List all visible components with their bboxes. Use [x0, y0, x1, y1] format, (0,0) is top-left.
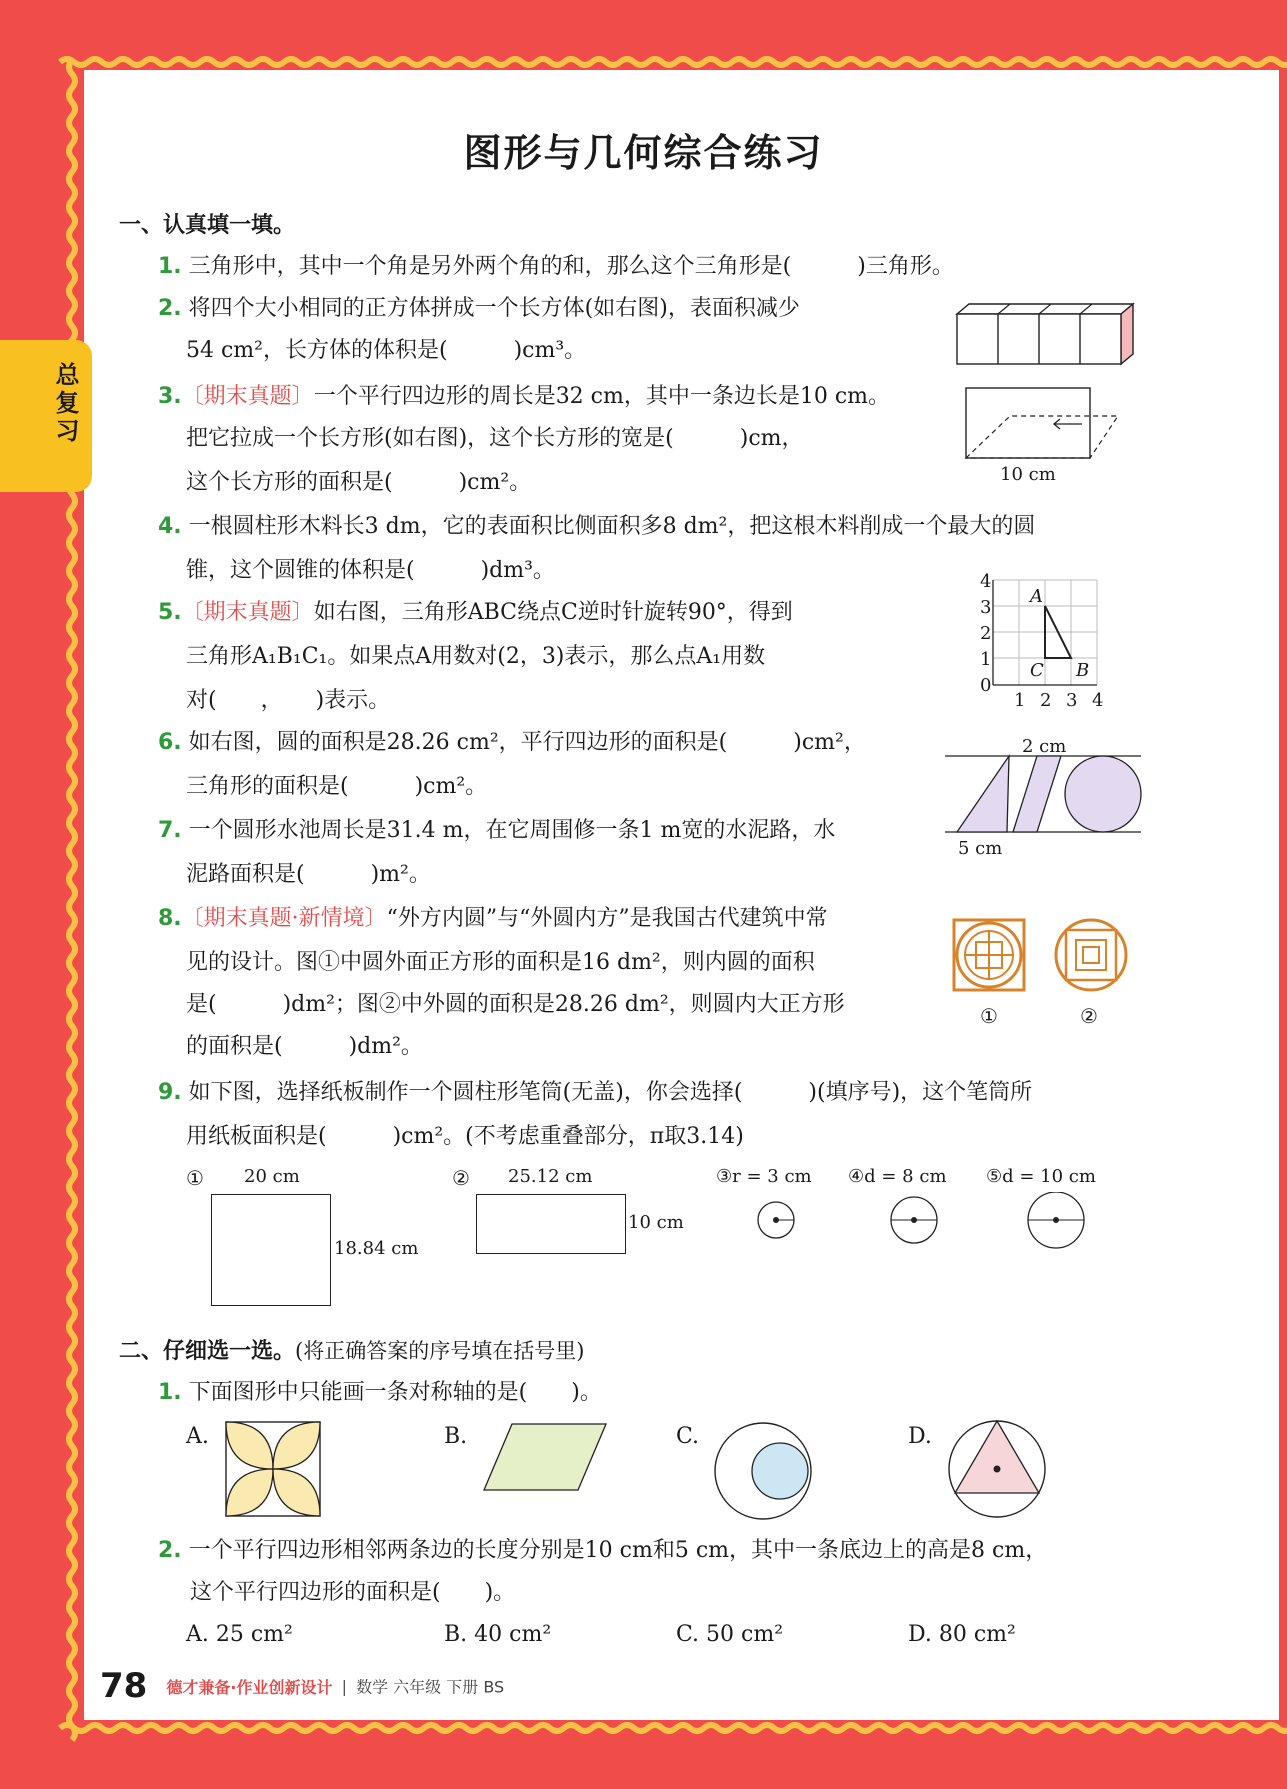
q5-point-b: B	[1076, 660, 1090, 681]
q8-text-1: “外方内圆”与“外圆内方”是我国古代建筑中常	[386, 906, 828, 931]
q9-circles-figure[interactable]	[750, 1192, 1090, 1256]
q3-line3: 这个长方形的面积是( )cm²。	[186, 470, 532, 495]
s2q2-line1	[158, 1536, 1047, 1566]
q3-line2: 把它拉成一个长方形(如右图)，这个长方形的宽是( )cm，	[186, 426, 804, 451]
q3-number: 3.	[158, 384, 182, 409]
s2q2-option-b[interactable]: B. 40 cm²	[444, 1622, 552, 1647]
s2q2-text-1: 一个平行四边形相邻两条边的长度分别是10 cm和5 cm，其中一条底边上的高是8 cm，	[188, 1538, 1048, 1563]
s2q1-option-a[interactable]: A.	[186, 1424, 209, 1449]
s2q2-option-a[interactable]: A. 25 cm²	[186, 1622, 293, 1647]
q2-line2: 54 cm²，长方体的体积是( )cm³。	[186, 338, 587, 363]
q9-opt2-rect[interactable]	[476, 1194, 626, 1254]
q9-opt5-label: ⑤d = 10 cm	[986, 1166, 1096, 1187]
section2-title: 二、仔细选一选。	[119, 1339, 296, 1364]
q4-text-1: 一根圆柱形木料长3 dm，它的表面积比侧面积多8 dm²，把这根木料削成一个最大的圆	[188, 514, 1036, 539]
section2-heading	[119, 1334, 584, 1365]
q7-line1	[158, 816, 835, 846]
s2q1-option-b[interactable]: B.	[444, 1424, 468, 1449]
s2q1-figure-c[interactable]	[712, 1420, 814, 1522]
s2q1-option-c[interactable]: C.	[676, 1424, 700, 1449]
q5-tag: 〔期末真题〕	[181, 600, 314, 625]
s2q1-figure-a[interactable]	[224, 1420, 324, 1518]
q6-line1	[158, 728, 866, 758]
q5-ytick: 3	[980, 597, 992, 618]
q7-text-1: 一个圆形水池周长是31.4 m，在它周围修一条1 m宽的水泥路，水	[188, 818, 836, 843]
q5-line3: 对( ， )表示。	[186, 688, 391, 713]
q7-line2: 泥路面积是( )m²。	[186, 862, 431, 887]
q5-xtick: 4	[1092, 690, 1104, 711]
q8-line2: 见的设计。图①中圆外面正方形的面积是16 dm²，则内圆的面积	[186, 950, 815, 975]
q1-number: 1.	[158, 254, 182, 279]
q5-xtick: 1	[1014, 690, 1026, 711]
q9-opt2-height: 10 cm	[628, 1212, 684, 1233]
s2q1-figure-d[interactable]	[946, 1418, 1048, 1520]
q9-text-1: 如下图，选择纸板制作一个圆柱形笔筒(无盖)，你会选择( )(填序号)，这个笔筒所	[188, 1080, 1033, 1105]
q3-rect-figure	[960, 386, 1120, 466]
q2-cuboid-figure	[955, 300, 1135, 368]
s2q2-line2: 这个平行四边形的面积是( )。	[190, 1580, 516, 1605]
footer-separator: |	[341, 1676, 347, 1696]
q5-text-1: 如右图，三角形ABC绕点C逆时针旋转90°，得到	[313, 600, 793, 625]
side-tab-label: 总复习	[51, 362, 79, 446]
q9-opt1-rect[interactable]	[211, 1194, 331, 1306]
footer	[100, 1666, 504, 1706]
q7-number: 7.	[158, 818, 182, 843]
q9-opt3-label: ③r = 3 cm	[716, 1166, 812, 1187]
s2q1-text: 下面图形中只能画一条对称轴的是( )。	[188, 1380, 602, 1405]
q9-opt1-height: 18.84 cm	[334, 1238, 419, 1259]
s2q1-figure-b[interactable]	[482, 1420, 610, 1494]
q9-opt4-label: ④d = 8 cm	[848, 1166, 947, 1187]
q8-number: 8.	[158, 906, 182, 931]
q6-fig-bottom: 5 cm	[958, 838, 1003, 859]
q6-number: 6.	[158, 730, 182, 755]
side-tab[interactable]	[0, 340, 92, 492]
q5-xtick: 2	[1040, 690, 1052, 711]
q5-line1	[158, 598, 793, 628]
q8-line4: 的面积是( )dm²。	[186, 1034, 423, 1059]
q8-fig1-label: ①	[980, 1004, 998, 1028]
q5-xtick: 3	[1066, 690, 1078, 711]
q5-ytick: 0	[980, 675, 992, 696]
q1-text: 三角形中，其中一个角是另外两个角的和，那么这个三角形是( )三角形。	[188, 254, 954, 279]
q8-line1	[158, 904, 828, 934]
page-title: 图形与几何综合练习	[463, 131, 824, 175]
s2q2-option-d[interactable]: D. 80 cm²	[908, 1622, 1016, 1647]
q4-line1	[158, 512, 1035, 542]
q6-shapes-figure	[945, 752, 1145, 836]
q5-ytick: 4	[980, 571, 992, 592]
q5-line2: 三角形A₁B₁C₁。如果点A用数对(2，3)表示，那么点A₁用数	[186, 644, 766, 669]
section2-note: (将正确答案的序号填在括号里)	[295, 1339, 585, 1363]
q8-patterns-figure	[952, 918, 1132, 998]
s2q2-number: 2.	[158, 1538, 182, 1563]
q9-opt2-label: ②	[452, 1166, 470, 1190]
q6-fig-top: 2 cm	[1022, 736, 1067, 757]
q9-opt2-width: 25.12 cm	[508, 1166, 593, 1187]
footer-meta: 数学 六年级 下册 BS	[356, 1677, 505, 1697]
q5-point-a: A	[1030, 586, 1043, 607]
page-number: 78	[100, 1666, 148, 1706]
q8-line3: 是( )dm²；图②中外圆的面积是28.26 dm²，则圆内大正方形	[186, 992, 845, 1017]
s2q1-option-d[interactable]: D.	[908, 1424, 932, 1449]
q2-line1	[158, 294, 800, 324]
q5-ytick: 2	[980, 623, 992, 644]
q1	[158, 252, 954, 282]
q9-line2: 用纸板面积是( )cm²。(不考虑重叠部分，π取3.14)	[186, 1124, 744, 1149]
q5-point-c: C	[1030, 660, 1044, 681]
q5-number: 5.	[158, 600, 182, 625]
q6-line2: 三角形的面积是( )cm²。	[186, 774, 488, 799]
s2q1-number: 1.	[158, 1380, 182, 1405]
q4-line2: 锥，这个圆锥的体积是( )dm³。	[186, 558, 555, 583]
q3-text-1: 一个平行四边形的周长是32 cm，其中一条边长是10 cm。	[313, 384, 891, 409]
q4-number: 4.	[158, 514, 182, 539]
q8-fig2-label: ②	[1080, 1004, 1098, 1028]
q3-tag: 〔期末真题〕	[181, 384, 314, 409]
q3-line1	[158, 382, 890, 412]
q9-line1	[158, 1078, 1032, 1108]
q5-grid-figure	[975, 570, 1115, 710]
footer-brand: 德才兼备·作业创新设计	[166, 1677, 333, 1697]
s2q2-option-c[interactable]: C. 50 cm²	[676, 1622, 784, 1647]
q8-tag: 〔期末真题·新情境〕	[181, 906, 387, 931]
q5-ytick: 1	[980, 649, 992, 670]
s2q1	[158, 1378, 602, 1408]
q9-opt1-width: 20 cm	[244, 1166, 300, 1187]
section1-heading: 一、认真填一填。	[119, 213, 296, 238]
q2-number: 2.	[158, 296, 182, 321]
q9-number: 9.	[158, 1080, 182, 1105]
q6-text-1: 如右图，圆的面积是28.26 cm²，平行四边形的面积是( )cm²，	[188, 730, 866, 755]
q3-fig-label: 10 cm	[1000, 464, 1056, 485]
q9-opt1-label: ①	[186, 1166, 204, 1190]
q2-text-1: 将四个大小相同的正方体拼成一个长方体(如右图)，表面积减少	[188, 296, 800, 321]
